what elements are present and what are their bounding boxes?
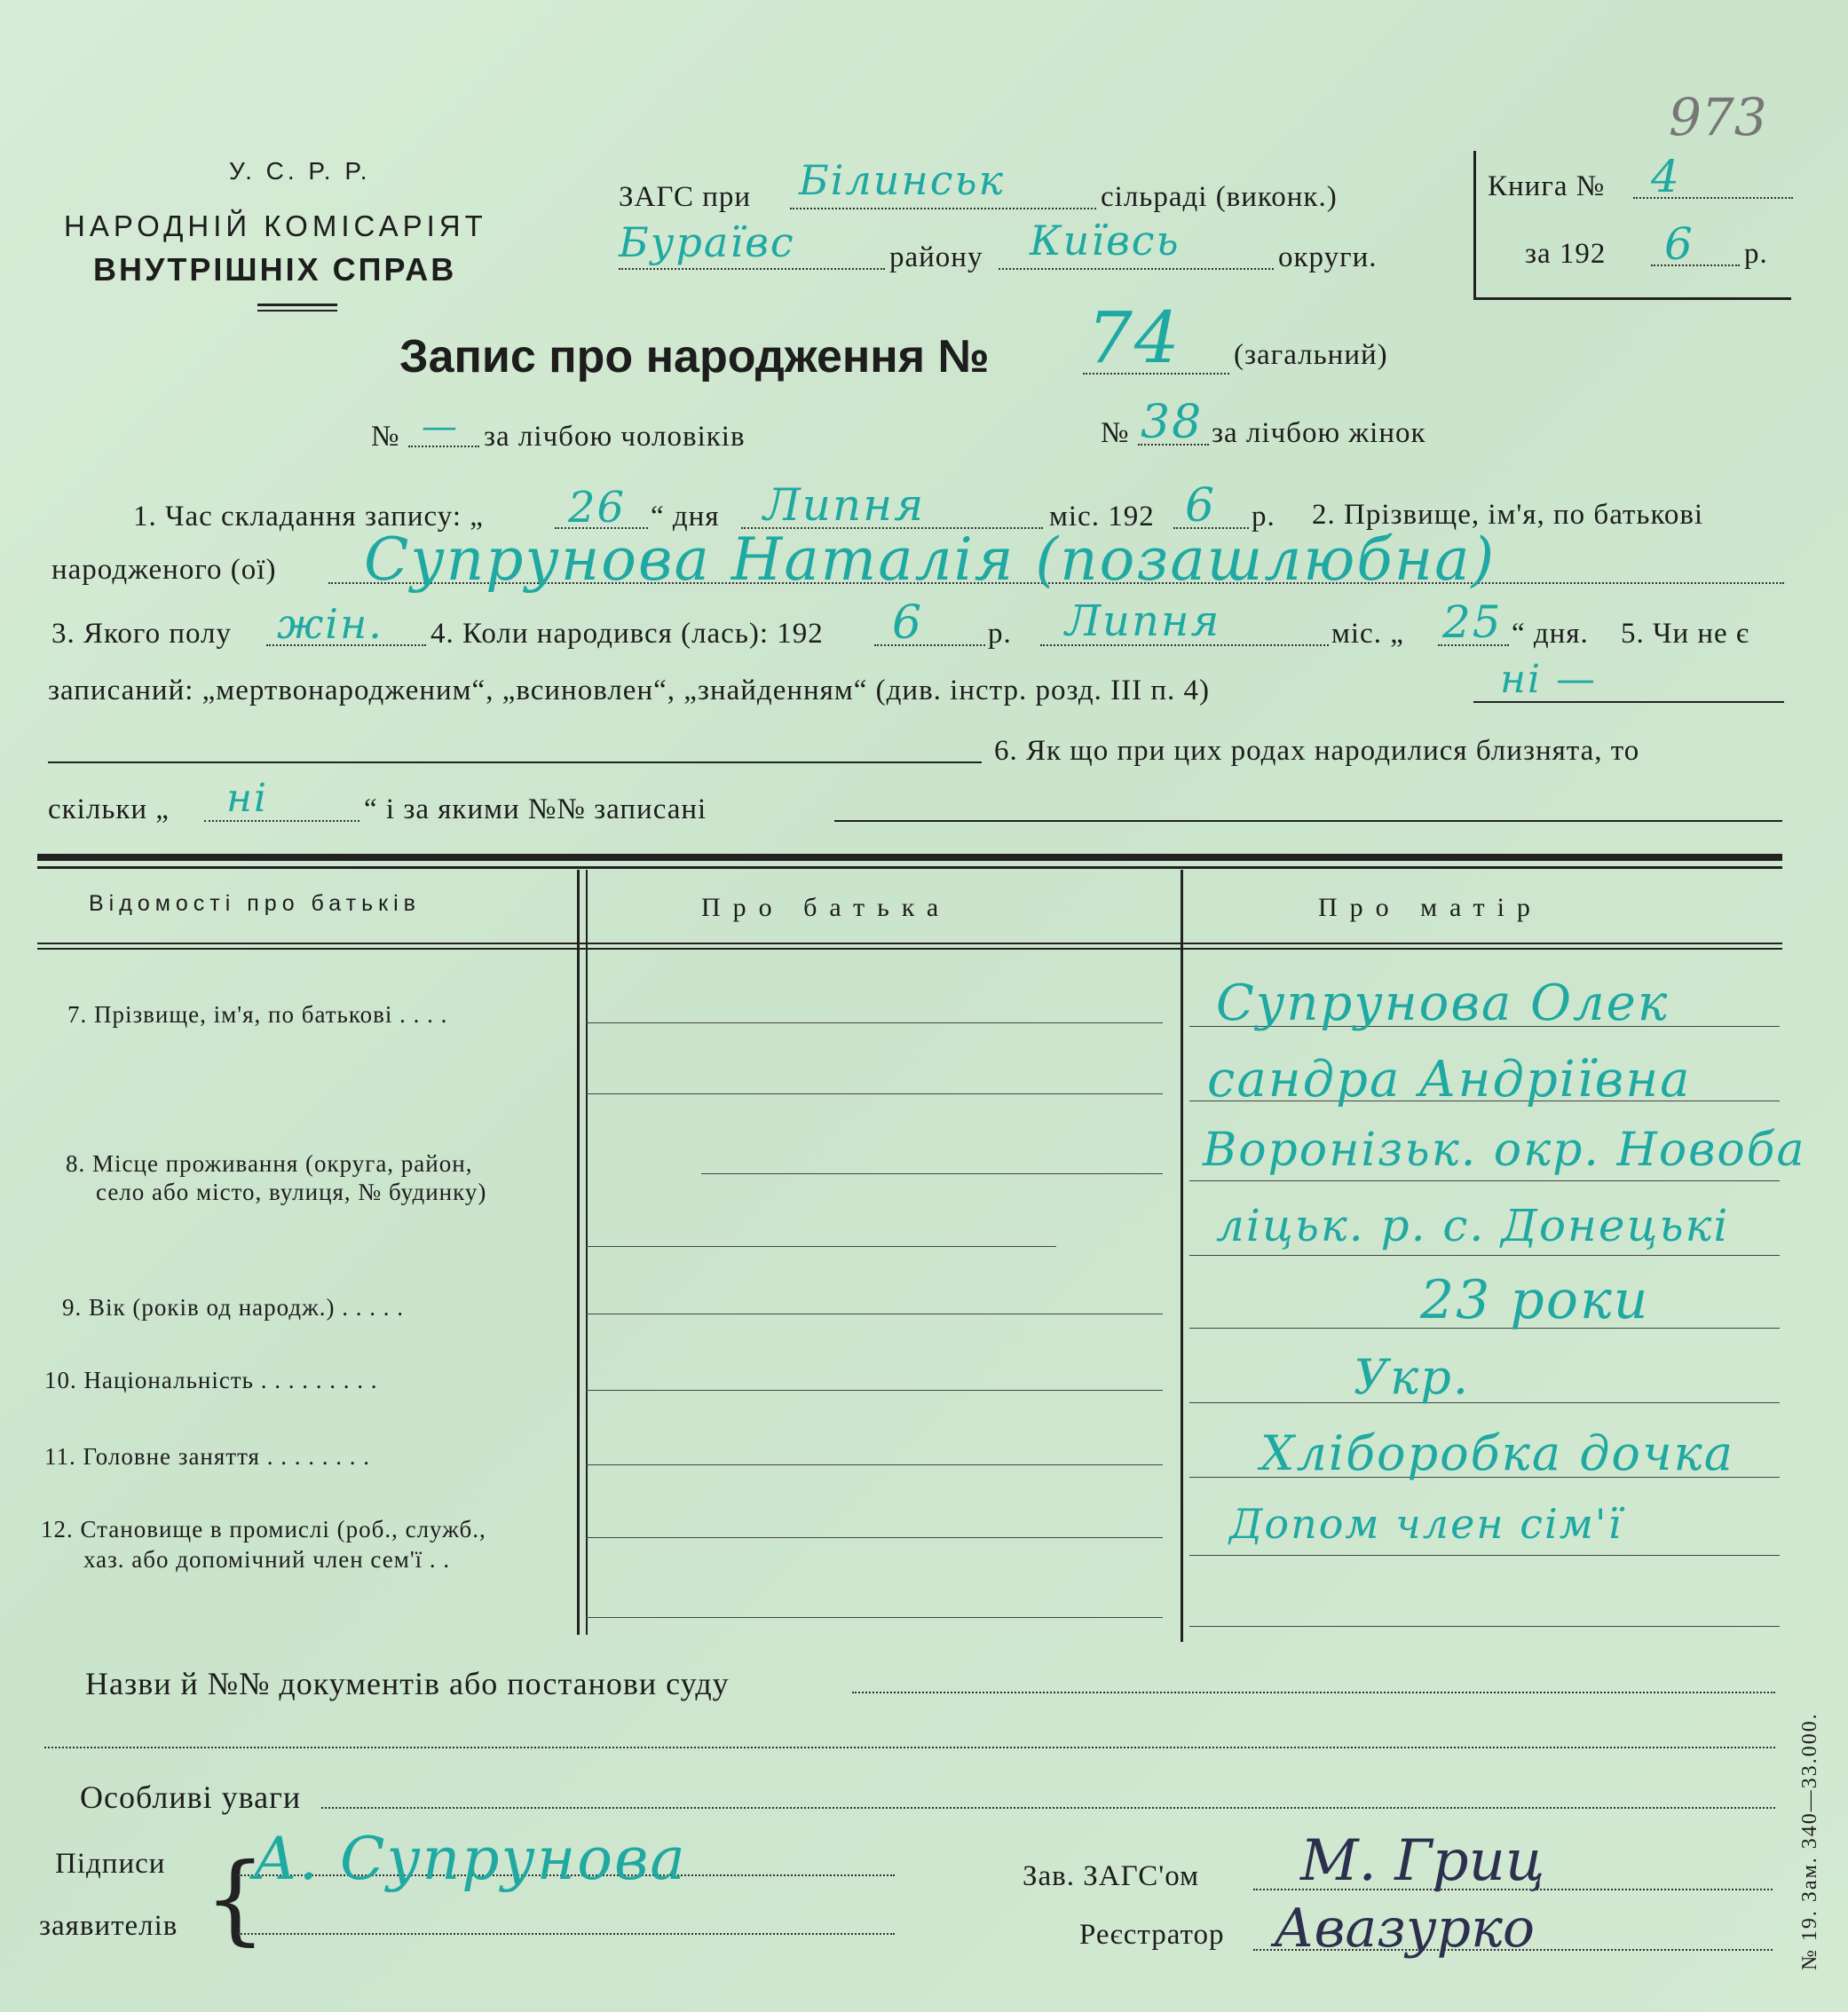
field1-day-suffix: “ дня — [651, 501, 720, 533]
female-label: за лічбою жінок — [1212, 417, 1426, 449]
mother-residence-2: ліцьк. р. с. Донецькі — [1216, 1200, 1730, 1251]
table-divider — [1181, 870, 1183, 1642]
field5-continuation-line — [48, 761, 982, 763]
documents-line — [852, 1692, 1775, 1693]
zags-suffix: сільраді (виконк.) — [1101, 181, 1338, 213]
col-parents-header: Відомості про батьків — [89, 891, 421, 916]
book-year-suffix: р. — [1744, 238, 1768, 270]
book-box-border — [1473, 297, 1791, 300]
col-mother-header: Про матір — [1318, 893, 1543, 922]
table-divider — [577, 870, 580, 1635]
mother-line — [1189, 1402, 1780, 1403]
head-label: Зав. ЗАГС'ом — [1023, 1860, 1199, 1892]
book-value: 4 — [1651, 151, 1681, 202]
book-label: Книга № — [1488, 170, 1606, 202]
field1-label: 1. Час складання запису: „ — [133, 501, 484, 533]
applicant-signature: А. Супрунова — [253, 1825, 687, 1893]
table-header-rule — [37, 948, 1782, 950]
record-number: 74 — [1087, 296, 1181, 379]
field6-label-2a: скільки „ — [48, 793, 170, 825]
mother-residence-1: Воронізьк. окр. Новоба — [1203, 1124, 1806, 1177]
female-prefix: № — [1101, 417, 1130, 449]
print-code: № 19. Зам. 340—33.000. — [1798, 1712, 1821, 1970]
father-line — [701, 1173, 1163, 1174]
signatures-label: Підписи — [55, 1848, 166, 1880]
mother-age: 23 роки — [1420, 1269, 1650, 1331]
father-line — [586, 1093, 1163, 1094]
applicant-signature-line-2 — [238, 1933, 895, 1935]
field6-numbers-line — [834, 820, 1782, 822]
head-signature: М. Гриц — [1300, 1828, 1545, 1894]
father-line — [586, 1537, 1163, 1538]
field5-value: ні — — [1500, 657, 1598, 702]
father-line — [586, 1022, 1163, 1023]
department-label: ВНУТРІШНІХ СПРАВ — [93, 251, 457, 288]
field4-month-suffix: міс. „ — [1331, 618, 1404, 650]
field5-label: 5. Чи не є — [1621, 618, 1750, 650]
field6-label: 6. Як що при цих родах народилися близнята, то — [994, 735, 1640, 767]
okruga-label: округи. — [1278, 241, 1378, 273]
field4-day-suffix: “ дня. — [1512, 618, 1589, 650]
mother-status: Допом член сім'ї — [1229, 1500, 1623, 1548]
field4-day: 25 — [1442, 596, 1503, 648]
commissariat-label: НАРОДНІЙ КОМІСАРІЯТ — [64, 209, 487, 242]
table-header-rule — [37, 943, 1782, 944]
field4-month: Липня — [1065, 596, 1221, 646]
mother-nationality: Укр. — [1354, 1349, 1471, 1405]
father-line — [586, 1464, 1163, 1465]
field3-label: 3. Якого полу — [51, 618, 233, 650]
field6-label-2b: “ і за якими №№ записані — [364, 793, 707, 825]
documents-label: Назви й №№ документів або постанови суду — [85, 1666, 730, 1701]
field2-value: Супрунова Наталія (позашлюбна) — [364, 525, 1497, 594]
book-year-value: 6 — [1664, 218, 1694, 270]
district-line — [619, 268, 885, 270]
registrar-signature: Авазурко — [1274, 1898, 1536, 1960]
col-father-header: Про батька — [701, 893, 952, 922]
male-value: — — [422, 406, 459, 447]
female-value: 38 — [1141, 396, 1204, 449]
registrar-label: Реєстратор — [1079, 1919, 1225, 1951]
field2-label: 2. Прізвище, ім'я, по батькові — [1312, 499, 1704, 531]
father-line — [586, 1390, 1163, 1391]
mother-line — [1189, 1255, 1780, 1256]
zags-village-value: Білинськ — [799, 156, 1006, 204]
remarks-line — [321, 1807, 1775, 1809]
documents-line-2 — [44, 1747, 1775, 1748]
record-general-label: (загальний) — [1234, 339, 1388, 371]
book-box-border — [1473, 151, 1476, 300]
field4-year-suffix: р. — [988, 618, 1012, 650]
mother-line — [1189, 1555, 1780, 1556]
field4-year-line — [874, 644, 985, 646]
field1-month: Липня — [763, 479, 926, 531]
header-rule — [257, 304, 337, 306]
okruga-value: Київсь — [1030, 217, 1181, 264]
row9-label: 9. Вік (років од народж.) . . . . . — [62, 1294, 404, 1321]
district-label: району — [889, 241, 983, 273]
district-value: Бураївс — [619, 218, 795, 266]
table-divider — [586, 870, 588, 1635]
father-line — [586, 1246, 1056, 1247]
row8-label: 8. Місце проживання (округа, район, — [66, 1150, 473, 1177]
zags-prefix: ЗАГС при — [619, 181, 752, 213]
row12-label-2: хаз. або допомічний член сем'ї . . — [83, 1546, 451, 1573]
applicants-label: заявителів — [39, 1910, 178, 1942]
record-title: Запис про народження № — [399, 331, 990, 383]
zags-village-line — [790, 208, 1096, 209]
row12-label: 12. Становище в промислі (роб., служб., — [41, 1516, 486, 1543]
field1-month-suffix: міс. 192 — [1049, 501, 1155, 533]
row7-label: 7. Прізвище, ім'я, по батькові . . . . — [67, 1001, 448, 1028]
row10-label: 10. Національність . . . . . . . . . — [44, 1367, 378, 1393]
field1-year-suffix: р. — [1252, 501, 1275, 533]
field5-label-2: записаний: „мертвонародженим“, „всиновлен“, „знайденням“ (див. інстр. розд. III п. 4) — [48, 675, 1211, 706]
field4-label: 4. Коли народився (лась): 192 — [430, 618, 824, 650]
table-top-rule — [37, 854, 1782, 861]
field6-value: ні — [226, 776, 269, 821]
republic-label: У. С. Р. Р. — [229, 157, 371, 185]
row11-label: 11. Головне заняття . . . . . . . . — [44, 1443, 370, 1470]
field2-label-2: народженого (ої) — [51, 554, 277, 586]
field3-value: жін. — [277, 600, 383, 648]
field4-year: 6 — [892, 596, 924, 650]
father-line — [586, 1617, 1163, 1618]
header-rule — [257, 310, 337, 312]
male-label: за лічбою чоловіків — [484, 421, 746, 453]
remarks-label: Особливі уваги — [80, 1779, 302, 1815]
field1-year: 6 — [1185, 479, 1217, 533]
mother-name-1: Супрунова Олек — [1216, 974, 1670, 1032]
field1-day: 26 — [568, 483, 627, 533]
mother-line — [1189, 1180, 1780, 1181]
table-top-rule — [37, 866, 1782, 869]
book-year-prefix: за 192 — [1525, 238, 1607, 270]
corner-number: 973 — [1669, 87, 1767, 147]
row8-label-2: село або місто, вулиця, № будинку) — [96, 1179, 487, 1205]
okruga-line — [999, 268, 1274, 270]
mother-line — [1189, 1626, 1780, 1627]
mother-occupation: Хліборобка дочка — [1260, 1425, 1734, 1481]
male-prefix: № — [371, 421, 400, 453]
mother-name-2: сандра Андріївна — [1207, 1051, 1692, 1109]
brace-icon: { — [204, 1842, 266, 1955]
